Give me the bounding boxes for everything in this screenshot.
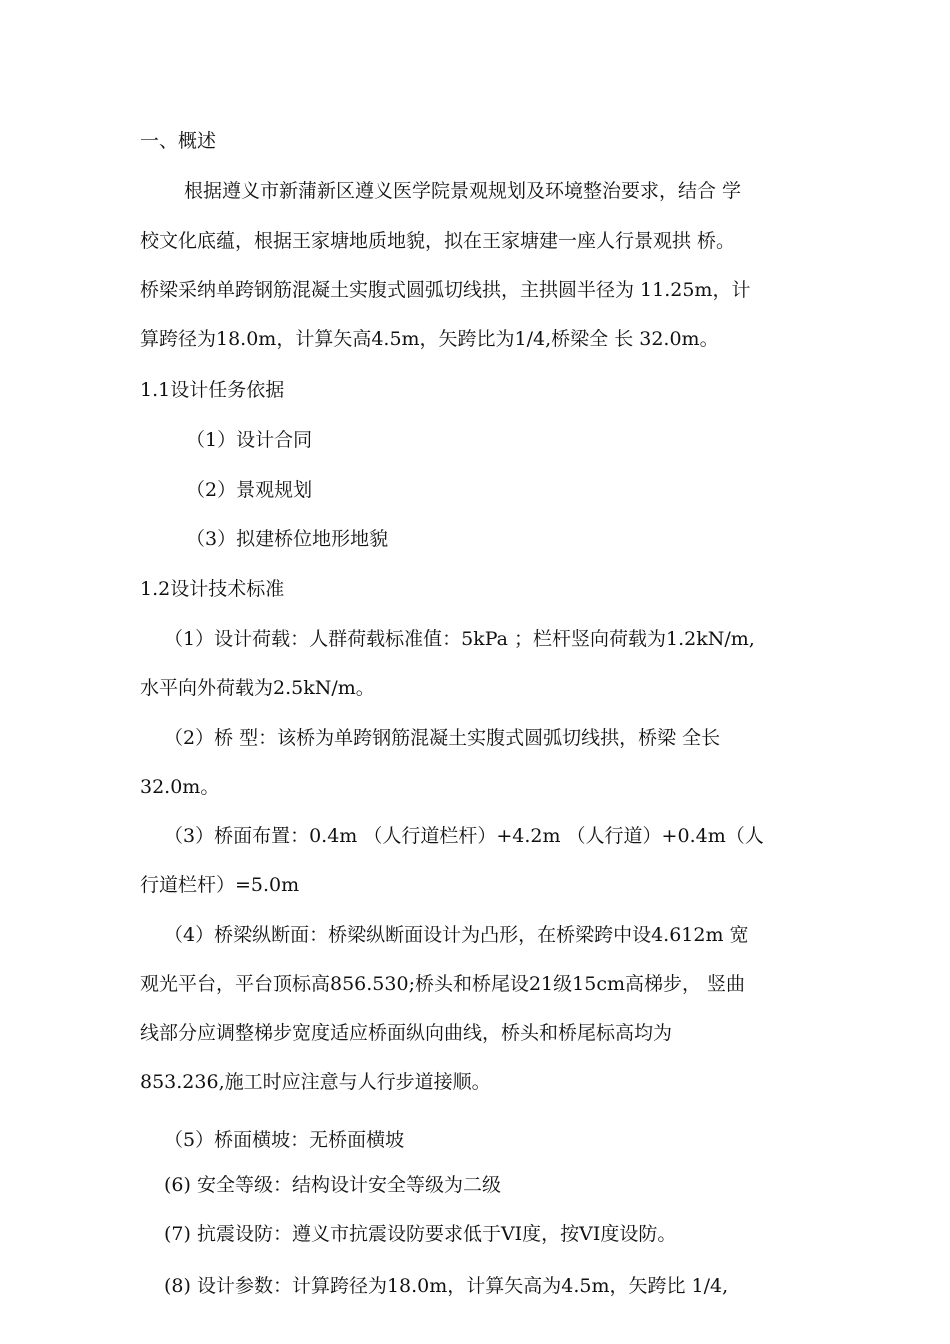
seismic-line: (7) 抗震设防：遵义市抗震设防要求低于VI度，按VI度设防。	[164, 1223, 677, 1245]
slope-line: （5）桥面横坡：无桥面横坡	[164, 1129, 405, 1151]
section-line-3: 线部分应调整梯步宽度适应桥面纵向曲线，桥头和桥尾标高均为	[140, 1022, 673, 1044]
safety-line: (6) 安全等级：结构设计安全等级为二级	[164, 1174, 501, 1196]
section-line-1: （4）桥梁纵断面：桥梁纵断面设计为凸形，在桥梁跨中设4.612m 宽	[164, 924, 749, 946]
type-line-2: 32.0m。	[140, 776, 220, 798]
section-1-1-title: 1.1设计任务依据	[140, 379, 285, 401]
section-1-1-item-3: （3）拟建桥位地形地貌	[186, 528, 389, 550]
overview-line-2: 校文化底蕴，根据王家塘地质地貌，拟在王家塘建一座人行景观拱 桥。	[140, 230, 736, 252]
overview-line-4: 算跨径为18.0m，计算矢高4.5m，矢跨比为1/4,桥梁全 长 32.0m。	[140, 328, 719, 350]
load-line-1: （1）设计荷载：人群荷载标准值：5kPa ；栏杆竖向荷载为1.2kN/m,	[164, 628, 755, 650]
params-line: (8) 设计参数：计算跨径为18.0m，计算矢高为4.5m，矢跨比 1/4,	[164, 1275, 729, 1297]
deck-line-1: （3）桥面布置：0.4m （人行道栏杆）+4.2m （人行道）+0.4m（人	[164, 825, 764, 847]
heading-overview: 一、概述	[140, 130, 217, 152]
load-line-2: 水平向外荷载为2.5kN/m。	[140, 677, 375, 699]
type-line-1: （2）桥 型：该桥为单跨钢筋混凝土实腹式圆弧切线拱，桥梁 全长	[164, 727, 721, 749]
section-line-4: 853.236,施工时应注意与人行步道接顺。	[140, 1071, 491, 1093]
section-1-2-title: 1.2设计技术标准	[140, 578, 285, 600]
section-1-1-item-2: （2）景观规划	[186, 479, 313, 501]
section-line-2: 观光平台，平台顶标高856.530;桥头和桥尾设21级15cm高梯步， 竖曲	[140, 973, 746, 995]
deck-line-2: 行道栏杆）=5.0m	[140, 874, 300, 896]
overview-line-1: 根据遵义市新蒲新区遵义医学院景观规划及环境整治要求，结合 学	[184, 180, 742, 202]
overview-line-3: 桥梁采纳单跨钢筋混凝土实腹式圆弧切线拱，主拱圆半径为 11.25m，计	[140, 279, 751, 301]
section-1-1-item-1: （1）设计合同	[186, 429, 313, 451]
